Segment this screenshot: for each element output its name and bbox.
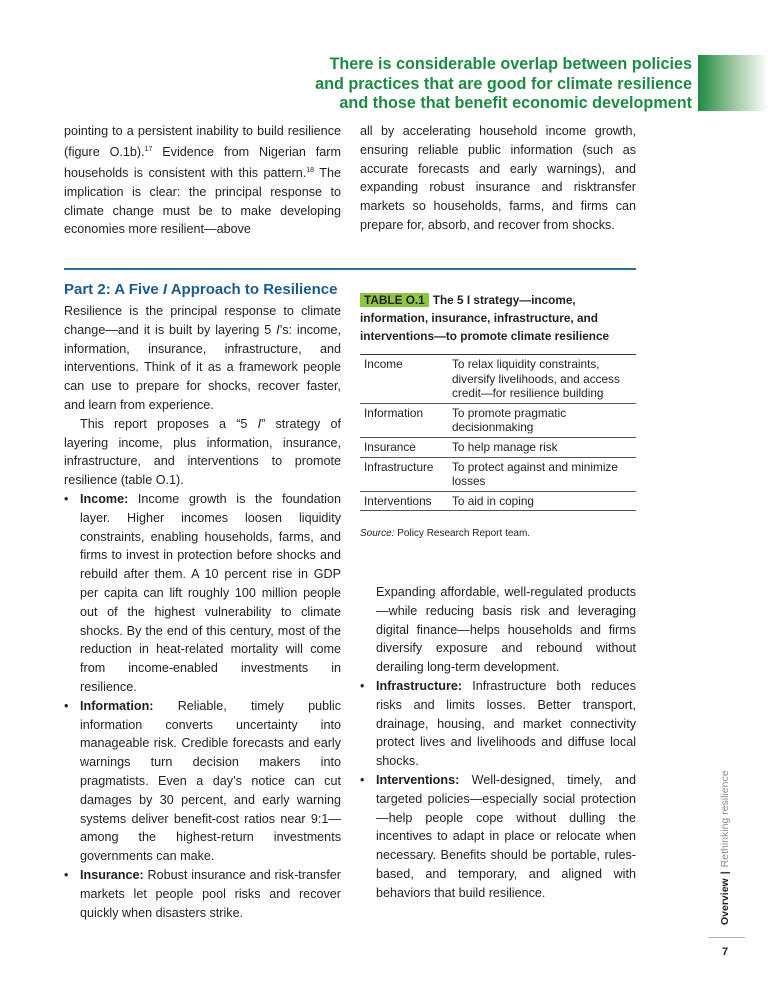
heading-text: Part 2: A Five	[64, 281, 163, 298]
bullet-text: Robust insurance and risk-transfer markets let people pool risks and recover quickly when disasters strike.	[80, 867, 341, 920]
running-head-separator: |	[719, 871, 731, 875]
pull-quote-line: and those that benefit economic development	[339, 94, 692, 112]
table-value: To promote pragmatic decisionmaking	[448, 403, 636, 437]
running-head-section: Overview	[719, 878, 731, 925]
intro-paragraph	[64, 302, 341, 415]
running-head-chapter: Rethinking resilience	[719, 770, 731, 868]
top-right-column: all by accelerating household income growth, ensuring reliable public information (such as accurate forecasts and early warnings), and expanding robust insurance and risktransfer markets so households, farms, and firms can prepare for, absorb, and recover from shocks.	[360, 124, 636, 232]
table-row	[360, 491, 636, 511]
table-row	[360, 437, 636, 457]
bullet-interventions	[360, 771, 636, 903]
table-key: Information	[360, 403, 448, 437]
strategy-table	[360, 354, 636, 511]
table-caption	[360, 291, 636, 345]
bullet-label: Information:	[80, 698, 154, 713]
pull-quote-line: There is considerable overlap between policies	[329, 55, 692, 73]
text: I	[276, 322, 280, 337]
text: ” strategy of layering income, plus information, insurance, infrastructure, and interventions to promote resilience (table O.1).	[64, 416, 341, 488]
table-title: The 5 I strategy—income, information, insurance, infrastructure, and interventions—to promote climate resilience	[360, 293, 610, 343]
running-head	[719, 770, 731, 925]
table-value: To relax liquidity constraints, diversify livelihoods, and access credit—for resilience building	[448, 355, 636, 404]
pull-quote-accent-bar	[698, 55, 768, 111]
section-divider	[64, 268, 636, 270]
table-source	[360, 527, 636, 541]
bullet-text: Income growth is the foundation layer. Higher incomes loosen liquidity constraints, enabling households, farms, and firms to invest in protection before shocks and rebuild after them. A 10 percent rise in GDP per capita can lift roughly 100 million people out of the highest vulnerability to climate shocks. By the end of this century, most of the reduction in heat-related mortality will come from income-enabled investments in resilience.	[80, 491, 341, 694]
text: The implication is clear: the principal response to climate change must be to make developing economies more resilient—above	[64, 165, 341, 237]
bullet-information	[64, 697, 341, 866]
text: ’s: income, information, insurance, infrastructure, and interventions. Think of it as a framework people can use to prepare for shocks, recover faster, and learn from experience.	[64, 322, 341, 412]
table-label: TABLE O.1	[360, 293, 429, 307]
table-o1	[360, 291, 636, 541]
table-value: To help manage risk	[448, 437, 636, 457]
pull-quote-line: and practices that are good for climate resilience	[315, 74, 692, 93]
table-key: Income	[360, 355, 448, 404]
footnote-ref[interactable]: 18	[306, 166, 315, 174]
table-key: Insurance	[360, 437, 448, 457]
table-row	[360, 355, 636, 404]
text: I	[257, 416, 262, 431]
source-text: Policy Research Report team.	[394, 528, 531, 540]
heading-text: Approach to Resilience	[167, 281, 338, 298]
table-key: Interventions	[360, 491, 448, 511]
insurance-continuation: Expanding affordable, well-regulated products—while reducing basis risk and leveraging digital finance—helps households and firms diversify exposure and rebound without derailing long-term development.	[376, 585, 636, 675]
text: Evidence from Nigerian farm households is consistent with this pattern.	[64, 144, 341, 180]
bullet-label: Infrastructure:	[376, 678, 463, 693]
strategy-paragraph	[64, 415, 341, 490]
table-value: To protect against and minimize losses	[448, 457, 636, 491]
page-number: 7	[722, 946, 729, 958]
table-key: Infrastructure	[360, 457, 448, 491]
bullet-text: Reliable, timely public information converts uncertainty into manageable risk. Credible forecasts and early warnings turn decision makers into pragmatists. Even a day’s notice can cut damages by 30 percent, and early warning systems deliver benefit-cost ratios near 9:1—among the highest-return investments governments can make.	[80, 698, 341, 864]
bullet-label: Insurance:	[80, 867, 144, 882]
bullet-label: Income:	[80, 491, 129, 506]
table-row	[360, 403, 636, 437]
text: This report proposes a “5	[80, 416, 258, 431]
page-number-rule	[708, 937, 745, 938]
bullet-income	[64, 490, 341, 697]
main-right-column	[360, 583, 636, 903]
text: pointing to a persistent inability to build resilience (figure O.1b).	[64, 124, 341, 159]
bullet-infrastructure	[360, 677, 636, 771]
bullet-text: Infrastructure both reduces risks and limits losses. Better transport, drainage, housing, and market connectivity protect lives and livelihoods and diffuse local shocks.	[376, 678, 636, 769]
heading-text: I	[162, 281, 168, 298]
section-heading	[64, 281, 337, 298]
bullet-insurance	[64, 866, 341, 922]
text: Resilience is the principal response to climate change—and it is built by layering 5	[64, 304, 341, 337]
top-left-column	[64, 122, 341, 239]
main-left-column	[64, 302, 341, 922]
pull-quote	[272, 55, 692, 114]
table-value: To aid in coping	[448, 491, 636, 511]
bullet-text: Well-designed, timely, and targeted policies—especially social protection—help people cope without dulling the incentives to adapt in place or relocate when necessary. Benefits should be portable, rules-based, and temporary, and aligned with behaviors that build resilience.	[376, 772, 636, 900]
table-row	[360, 457, 636, 491]
source-label: Source:	[360, 528, 395, 540]
bullet-label: Interventions:	[376, 772, 460, 787]
footnote-ref[interactable]: 17	[144, 145, 153, 153]
